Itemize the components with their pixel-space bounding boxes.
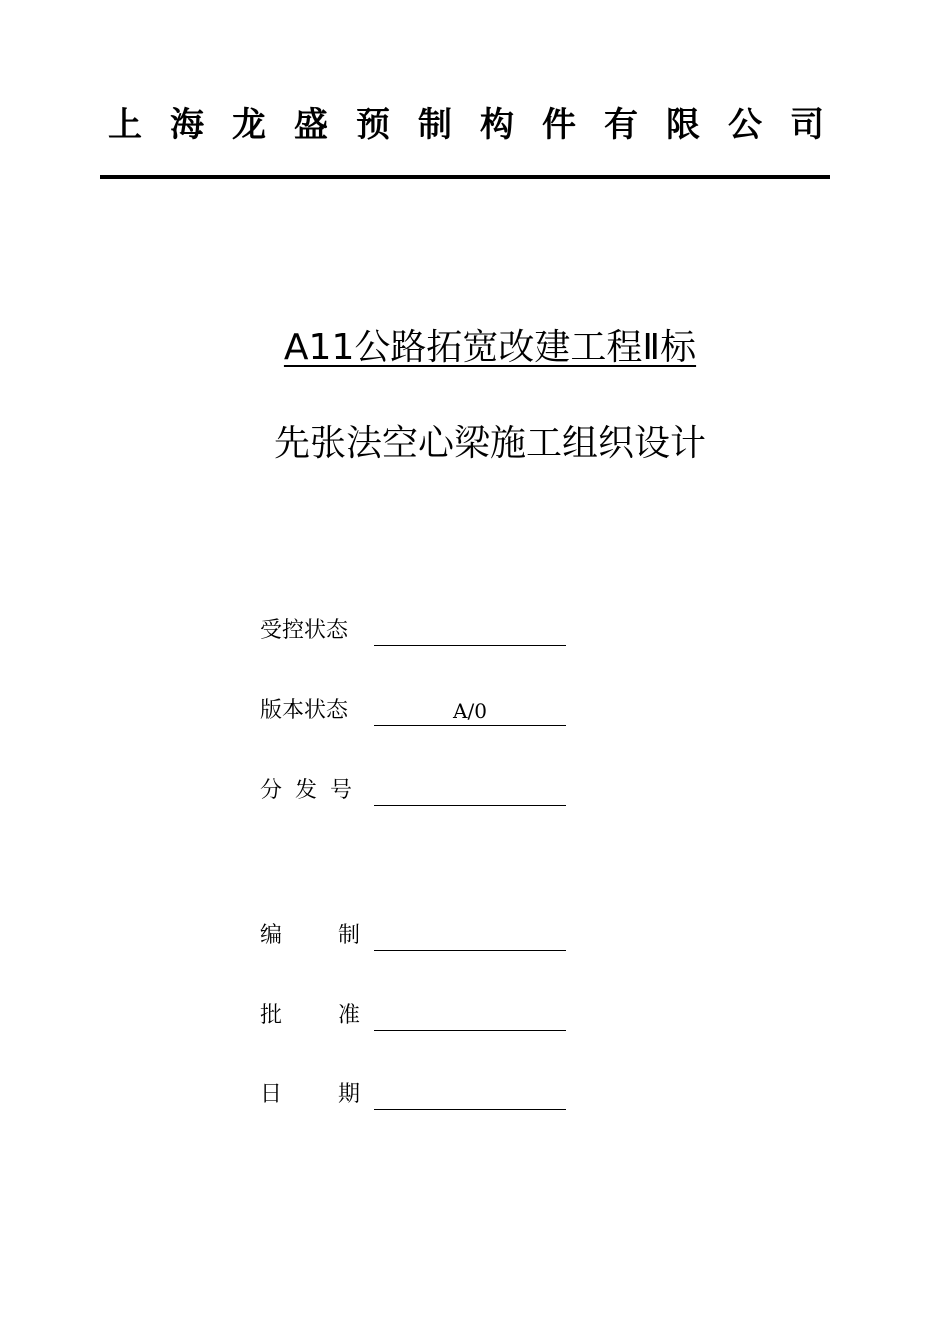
field-version-status (260, 695, 580, 727)
field-value (374, 775, 566, 806)
field-label: 版本状态 (260, 698, 349, 723)
field-value (374, 1079, 566, 1110)
company-name: 上海龙盛预制构件有限公司 (108, 105, 852, 145)
field-label: 分发号 (260, 778, 366, 803)
field-label: 受控状态 (260, 618, 349, 643)
field-label: 批准 (260, 1003, 417, 1028)
field-date (260, 1079, 580, 1111)
project-title-text: A11公路拓宽改建工程Ⅱ标 (283, 327, 697, 368)
field-control-status (260, 615, 580, 647)
field-distribution-number (260, 775, 580, 807)
field-value (374, 1000, 566, 1031)
document-title: 先张法空心梁施工组织设计 (273, 423, 706, 464)
field-value (374, 615, 566, 646)
field-label: 日期 (260, 1082, 417, 1107)
field-value: A/0 (374, 695, 566, 726)
field-approved-by (260, 1000, 580, 1032)
field-value (374, 920, 566, 951)
field-prepared-by (260, 920, 580, 952)
field-label: 编制 (260, 923, 417, 948)
project-title (0, 322, 950, 374)
header-divider (100, 175, 830, 179)
